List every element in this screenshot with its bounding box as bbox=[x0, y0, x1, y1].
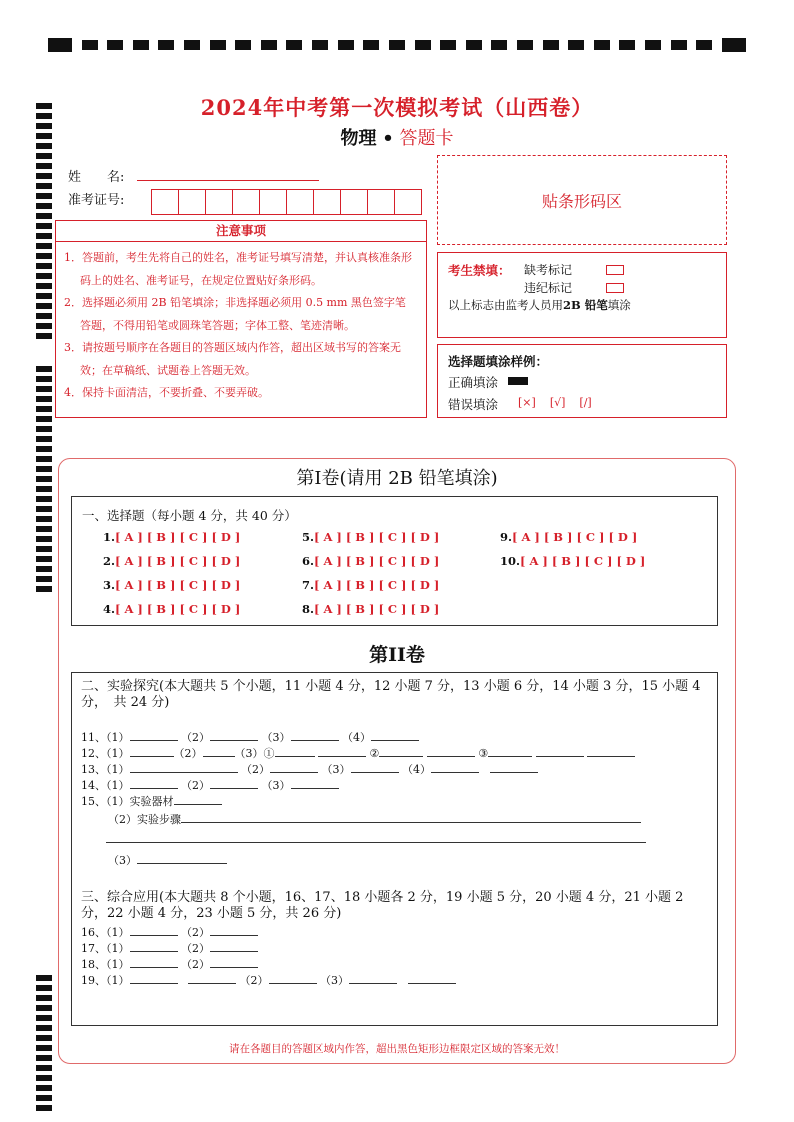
choice-q1[interactable] bbox=[103, 530, 240, 544]
part-label: （2） bbox=[181, 779, 210, 792]
notice-heading: 注意事项 bbox=[56, 221, 426, 242]
card-label: 答题卡 bbox=[399, 128, 454, 149]
barcode-area bbox=[437, 155, 727, 245]
notice-item: 4．保持卡面清洁，不要折叠、不要弄破。 bbox=[64, 386, 269, 399]
answer-blank[interactable] bbox=[270, 762, 318, 773]
notice-item: 2．选择题必须用 2B 铅笔填涂；非选择题必须用 0.5 mm 黑色签字笔答题，不得用铅笔或圆珠笔答题；字体工整、笔迹清晰。 bbox=[64, 296, 406, 332]
choice-q5[interactable] bbox=[302, 530, 439, 544]
barcode-label: 贴条形码区 bbox=[541, 191, 622, 211]
q-num: 6. bbox=[302, 554, 315, 568]
q-options[interactable]: [ A ] [ B ] [ C ] [ D ] bbox=[314, 530, 440, 544]
name-field[interactable] bbox=[137, 180, 319, 181]
q-options[interactable]: [ A ] [ B ] [ C ] [ D ] bbox=[115, 578, 241, 592]
choice-heading: 一、选择题（每小题 4 分，共 40 分） bbox=[82, 508, 297, 523]
q14-row bbox=[81, 777, 339, 793]
forbid-note bbox=[448, 297, 631, 313]
answer-line[interactable] bbox=[106, 842, 646, 843]
choice-q9[interactable] bbox=[500, 530, 637, 544]
q-num: 1. bbox=[103, 530, 116, 544]
answer-blank[interactable] bbox=[349, 973, 397, 984]
fill-example-box bbox=[437, 344, 727, 418]
part-label: （2） bbox=[241, 763, 270, 776]
wrong-sample-cross: [×] bbox=[518, 396, 536, 409]
part-label: （3） bbox=[108, 854, 137, 867]
q19-row bbox=[81, 972, 456, 988]
circle-2: ② bbox=[369, 747, 380, 760]
choice-q4[interactable] bbox=[103, 602, 240, 616]
answer-blank[interactable] bbox=[536, 746, 584, 757]
q-options[interactable]: [ A ] [ B ] [ C ] [ D ] bbox=[314, 554, 440, 568]
answer-blank[interactable] bbox=[130, 957, 178, 968]
answer-blank[interactable] bbox=[130, 730, 178, 741]
part-label: （3） bbox=[234, 747, 264, 760]
violation-mark-box[interactable] bbox=[606, 283, 624, 293]
part-label: （2） bbox=[181, 942, 210, 955]
answer-blank[interactable] bbox=[130, 973, 178, 984]
q11-label: 11、（1） bbox=[81, 731, 130, 744]
q-num: 3. bbox=[103, 578, 116, 592]
q-options[interactable]: [ A ] [ B ] [ C ] [ D ] bbox=[314, 578, 440, 592]
q-num: 10. bbox=[500, 554, 521, 568]
part-label: （2） bbox=[181, 731, 210, 744]
answer-blank[interactable] bbox=[130, 925, 178, 936]
absent-mark-label: 缺考标记 bbox=[524, 263, 573, 277]
page-subtitle bbox=[0, 124, 794, 150]
answer-blank[interactable] bbox=[203, 746, 235, 757]
q16-row bbox=[81, 924, 258, 940]
q17-label: 17、（1） bbox=[81, 942, 130, 955]
id-number-boxes[interactable] bbox=[152, 189, 422, 215]
answer-blank[interactable] bbox=[351, 762, 399, 773]
id-label: 准考证号: bbox=[68, 193, 125, 208]
q-num: 4. bbox=[103, 602, 116, 616]
q-options[interactable]: [ A ] [ B ] [ C ] [ D ] bbox=[520, 554, 646, 568]
choice-q10[interactable] bbox=[500, 554, 645, 568]
q-options[interactable]: [ A ] [ B ] [ C ] [ D ] bbox=[115, 530, 241, 544]
answer-blank[interactable] bbox=[210, 957, 258, 968]
answer-blank[interactable] bbox=[275, 746, 315, 757]
q12-label: 12、（1） bbox=[81, 747, 130, 760]
answer-blank[interactable] bbox=[490, 762, 538, 773]
q14-label: 14、（1） bbox=[81, 779, 130, 792]
q-options[interactable]: [ A ] [ B ] [ C ] [ D ] bbox=[115, 602, 241, 616]
example-title: 选择题填涂样例： bbox=[448, 354, 549, 369]
q15-steps-label: （2）实验步骤 bbox=[108, 813, 181, 826]
q17-row bbox=[81, 940, 258, 956]
examiner-marks-box bbox=[437, 252, 727, 338]
correct-label: 正确填涂 bbox=[448, 375, 499, 390]
circle-3: ③ bbox=[478, 747, 489, 760]
part-label: （2） bbox=[181, 926, 210, 939]
answer-blank[interactable] bbox=[130, 746, 174, 757]
answer-blank[interactable] bbox=[130, 778, 178, 789]
answer-blank[interactable] bbox=[379, 746, 423, 757]
answer-blank[interactable] bbox=[427, 746, 475, 757]
q15-part3-row bbox=[108, 852, 227, 868]
q18-label: 18、（1） bbox=[81, 958, 130, 971]
part-label: （3） bbox=[261, 779, 291, 792]
q-options[interactable]: [ A ] [ B ] [ C ] [ D ] bbox=[314, 602, 440, 616]
forbid-label: 考生禁填： bbox=[448, 263, 511, 278]
answer-blank[interactable] bbox=[178, 762, 238, 773]
answer-blank[interactable] bbox=[488, 746, 532, 757]
answer-blank[interactable] bbox=[210, 730, 258, 741]
dot-separator: • bbox=[382, 128, 394, 149]
q15-steps-row bbox=[108, 811, 641, 827]
section1-title: 第Ⅰ卷(请用 2B 铅笔填涂) bbox=[296, 468, 498, 489]
answer-blank[interactable] bbox=[431, 762, 479, 773]
q13-row bbox=[81, 761, 538, 777]
choice-q6[interactable] bbox=[302, 554, 439, 568]
answer-blank[interactable] bbox=[318, 746, 366, 757]
part-label: （3） bbox=[321, 763, 351, 776]
violation-mark-label: 违纪标记 bbox=[524, 281, 573, 295]
wrong-label: 错误填涂 bbox=[448, 397, 499, 412]
notice-box bbox=[55, 220, 427, 418]
q15-row bbox=[81, 793, 222, 809]
application-heading: 三、综合应用(本大题共 8 个小题，16、17、18 小题各 2 分，19 小题 5 分，20 小题 4 分，21 小题 2 分，22 小题 4 分，23 小题 5 分，共 26 分) bbox=[81, 890, 684, 921]
answer-blank[interactable] bbox=[210, 778, 258, 789]
part-label: （4） bbox=[342, 731, 371, 744]
q11-row bbox=[81, 729, 419, 745]
answer-line[interactable] bbox=[181, 812, 641, 823]
q-num: 2. bbox=[103, 554, 116, 568]
part-label: （2） bbox=[239, 974, 269, 987]
choice-q2[interactable] bbox=[103, 554, 240, 568]
answer-blank[interactable] bbox=[408, 973, 456, 984]
q16-label: 16、（1） bbox=[81, 926, 130, 939]
q-options[interactable]: [ A ] [ B ] [ C ] [ D ] bbox=[512, 530, 638, 544]
answer-blank[interactable] bbox=[587, 746, 635, 757]
answer-blank[interactable] bbox=[130, 941, 178, 952]
section2-title: 第II卷 bbox=[369, 644, 425, 666]
experiment-heading: 二、实验探究(本大题共 5 个小题，11 小题 4 分，12 小题 7 分，13 小题 6 分，14 小题 3 分，15 小题 4 分， 共 24 分) bbox=[81, 679, 701, 710]
answer-blank[interactable] bbox=[371, 730, 419, 741]
part-label: （2） bbox=[173, 747, 203, 760]
answer-blank[interactable] bbox=[130, 762, 178, 773]
correct-fill-sample bbox=[508, 377, 528, 385]
absent-mark-box[interactable] bbox=[606, 265, 624, 275]
answer-blank[interactable] bbox=[137, 853, 227, 864]
q18-row bbox=[81, 956, 258, 972]
footer-warning: 请在各题目的答题区域内作答，超出黑色矩形边框限定区域的答案无效！ bbox=[229, 1043, 565, 1055]
q19-label: 19、（1） bbox=[81, 974, 130, 987]
answer-blank[interactable] bbox=[291, 730, 339, 741]
wrong-samples bbox=[518, 396, 592, 409]
forbid-note-post: 填涂 bbox=[607, 298, 631, 312]
top-marker-bar bbox=[48, 38, 746, 52]
part-label: （4） bbox=[402, 763, 431, 776]
q-options[interactable]: [ A ] [ B ] [ C ] [ D ] bbox=[115, 554, 241, 568]
notice-item: 3．请按题号顺序在各题目的答题区域内作答，超出区域书写的答案无效；在草稿纸、试题卷上答题无效。 bbox=[64, 341, 401, 377]
answer-blank[interactable] bbox=[210, 925, 258, 936]
q13-label: 13、（1） bbox=[81, 763, 130, 776]
answer-blank[interactable] bbox=[291, 778, 339, 789]
notice-item: 1．答题前，考生先将自己的姓名，准考证号填写清楚，并认真核准条形码上的姓名、准考证号，在规定位置贴好条形码。 bbox=[64, 251, 412, 287]
part-label: （3） bbox=[261, 731, 291, 744]
forbid-note-pre: 以上标志由监考人员用 bbox=[448, 298, 563, 312]
answer-blank[interactable] bbox=[210, 941, 258, 952]
part-label: （2） bbox=[181, 958, 210, 971]
choice-q7[interactable] bbox=[302, 578, 439, 592]
wrong-sample-check: [√] bbox=[549, 396, 566, 409]
answer-blank[interactable] bbox=[188, 973, 236, 984]
forbid-note-bold: 2B 铅笔 bbox=[563, 298, 608, 312]
wrong-sample-slash: [/] bbox=[579, 396, 592, 409]
page-title: 2024年中考第一次模拟考试（山西卷） bbox=[200, 95, 594, 120]
answer-blank[interactable] bbox=[269, 973, 317, 984]
choice-q8[interactable] bbox=[302, 602, 439, 616]
part-label: （3） bbox=[320, 974, 349, 987]
q12-row bbox=[81, 745, 635, 761]
q15-label: 15、（1）实验器材 bbox=[81, 795, 174, 808]
choice-q3[interactable] bbox=[103, 578, 240, 592]
name-label: 姓 名: bbox=[68, 170, 125, 185]
q-num: 5. bbox=[302, 530, 315, 544]
subject-label: 物理 bbox=[340, 128, 377, 149]
q-num: 9. bbox=[500, 530, 513, 544]
circle-1: ① bbox=[263, 747, 275, 760]
q-num: 7. bbox=[302, 578, 315, 592]
q-num: 8. bbox=[302, 602, 315, 616]
answer-blank[interactable] bbox=[174, 794, 222, 805]
